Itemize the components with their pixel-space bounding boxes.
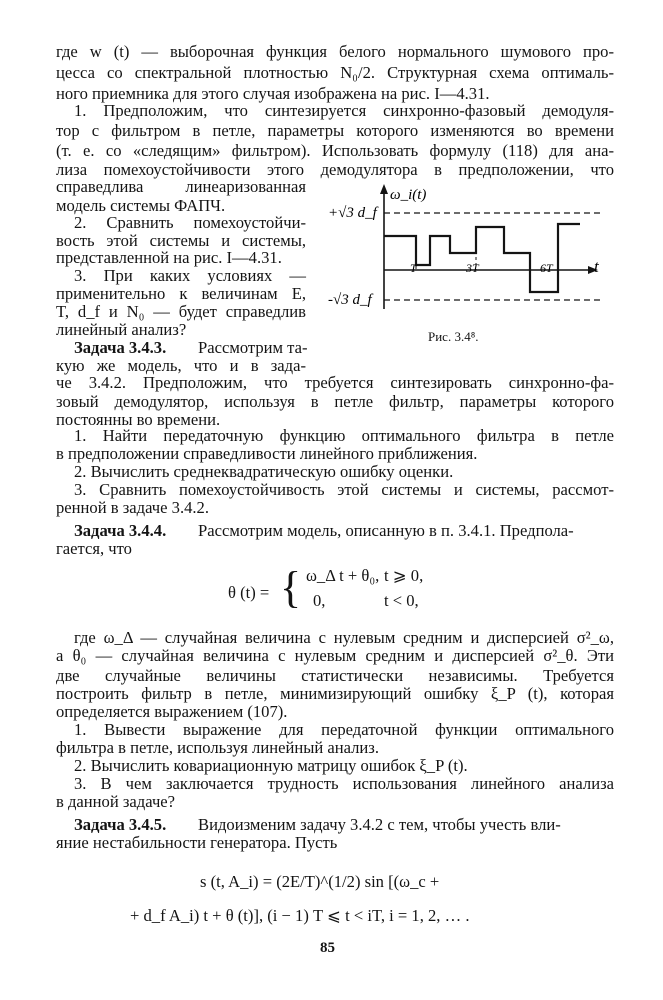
text-line: 3. Сравнить помехоустойчивость этой системы и системы, рассмот- bbox=[74, 480, 614, 499]
text-line: 1. Найти передаточную функцию оптимального фильтра в петле bbox=[74, 426, 614, 445]
tick-label-T: T bbox=[410, 261, 417, 275]
text-line: 3. В чем заключается трудность использования линейного анализа bbox=[74, 774, 614, 793]
text-line: ного приемника для этого случая изображена на рис. I—4.31. bbox=[56, 84, 490, 103]
text-line: Рассмотрим та- bbox=[198, 338, 308, 357]
text-line: постоянны во времени. bbox=[56, 410, 221, 429]
text-line: построить фильтр в петле, минимизирующий ошибку ξ_P (t), которая bbox=[56, 684, 614, 703]
x-axis-label: t bbox=[594, 257, 599, 276]
formula-line-2: + d_f A_i) t + θ (t)], (i − 1) T ⩽ t < iT, i = 1, 2, … . bbox=[130, 906, 470, 925]
task-heading: Задача 3.4.5. bbox=[74, 815, 167, 834]
text-line: лиза помехоустойчивости этого демодулятора в предположении, что bbox=[56, 160, 614, 179]
text-line: представленной на рис. I—4.31. bbox=[56, 248, 282, 267]
text-line: яние нестабильности генератора. Пусть bbox=[56, 833, 338, 852]
task-heading: Задача 3.4.4. bbox=[74, 521, 167, 540]
figure-caption: Рис. 3.4⁸. bbox=[428, 329, 479, 344]
text-line: две случайные величины статистически независимы. Требуется bbox=[56, 666, 614, 685]
formula-case-1: ω_Δ t + θ₀, bbox=[306, 566, 380, 585]
text-line: кую же модель, что и в зада- bbox=[56, 356, 306, 375]
text-line: Видоизменим задачу 3.4.2 с тем, чтобы учесть вли- bbox=[198, 815, 561, 834]
tick-label-6T: 6T bbox=[540, 261, 553, 275]
text-line: че 3.4.2. Предположим, что требуется синтезировать синхронно-фа- bbox=[56, 373, 614, 392]
text-line: линейный анализ? bbox=[56, 320, 187, 339]
text-line: в данной задаче? bbox=[56, 792, 176, 811]
text-line: модель системы ФАПЧ. bbox=[56, 196, 226, 215]
formula-line-1: s (t, A_i) = (2E/T)^(1/2) sin [(ω_c + bbox=[200, 872, 440, 891]
text-line: цесса со спектральной плотностью N₀/2. Структурная схема оптималь- bbox=[56, 63, 614, 82]
text-line: где ω_Δ — случайная величина с нулевым средним и дисперсией σ²_ω, bbox=[74, 628, 614, 647]
text-line: 2. Сравнить помехоустойчи- bbox=[74, 213, 306, 232]
text-line: Рассмотрим модель, описанную в п. 3.4.1. Предпола- bbox=[198, 521, 574, 540]
text-line: тор с фильтром в петле, параметры которого изменяются во времени bbox=[56, 121, 614, 140]
text-line: гается, что bbox=[56, 539, 132, 558]
text-line: 2. Вычислить среднеквадратическую ошибку оценки. bbox=[74, 462, 454, 481]
formula-lhs: θ (t) = bbox=[228, 583, 270, 602]
text-line: в предположении справедливости линейного приближения. bbox=[56, 444, 478, 463]
text-line: а θ₀ — случайная величина с нулевым средним и дисперсией σ²_θ. Эти bbox=[56, 646, 614, 665]
text-line: 2. Вычислить ковариационную матрицу ошибок ξ_P (t). bbox=[74, 756, 468, 775]
text-line: фильтра в петле, используя линейный анализ. bbox=[56, 738, 380, 757]
lower-level-label: -√3 d_f bbox=[328, 292, 372, 308]
formula-cond-2: t < 0, bbox=[384, 591, 419, 610]
text-line: 1. Предположим, что синтезируется синхронно-фазовый демодуля- bbox=[74, 101, 614, 120]
text-line: ренной в задаче 3.4.2. bbox=[56, 498, 209, 517]
text-line: справедлива линеаризованная bbox=[56, 177, 306, 196]
formula-case-2: 0, bbox=[313, 591, 326, 610]
text-line: T, d_f и N₀ — будет справедлив bbox=[56, 302, 306, 321]
y-axis-arrow-icon bbox=[380, 184, 388, 194]
text-line: (т. е. со «следящим» фильтром). Использовать формулу (118) для ана- bbox=[56, 141, 614, 160]
task-heading: Задача 3.4.3. bbox=[74, 338, 167, 357]
text-line: определяется выражением (107). bbox=[56, 702, 288, 721]
text-line: где w (t) — выборочная функция белого нормального шумового про- bbox=[56, 42, 614, 61]
upper-level-label: +√3 d_f bbox=[328, 205, 377, 221]
waveform-path bbox=[384, 224, 580, 292]
tick-label-3T: 3T bbox=[466, 261, 479, 275]
signal-waveform-figure bbox=[318, 184, 618, 339]
text-line: вость этой системы и системы, bbox=[56, 231, 306, 250]
text-line: применительно к величинам E, bbox=[56, 284, 306, 303]
formula-brace: { bbox=[280, 563, 302, 612]
text-line: 1. Вывести выражение для передаточной функции оптимального bbox=[74, 720, 614, 739]
formula-cond-1: t ⩾ 0, bbox=[384, 566, 424, 585]
text-line: 3. При каких условиях — bbox=[74, 266, 306, 285]
y-axis-label: ω_i(t) bbox=[390, 187, 427, 203]
text-line: зовый демодулятор, используя в петле фильтр, параметры которого bbox=[56, 392, 614, 411]
page-number: 85 bbox=[320, 940, 335, 956]
